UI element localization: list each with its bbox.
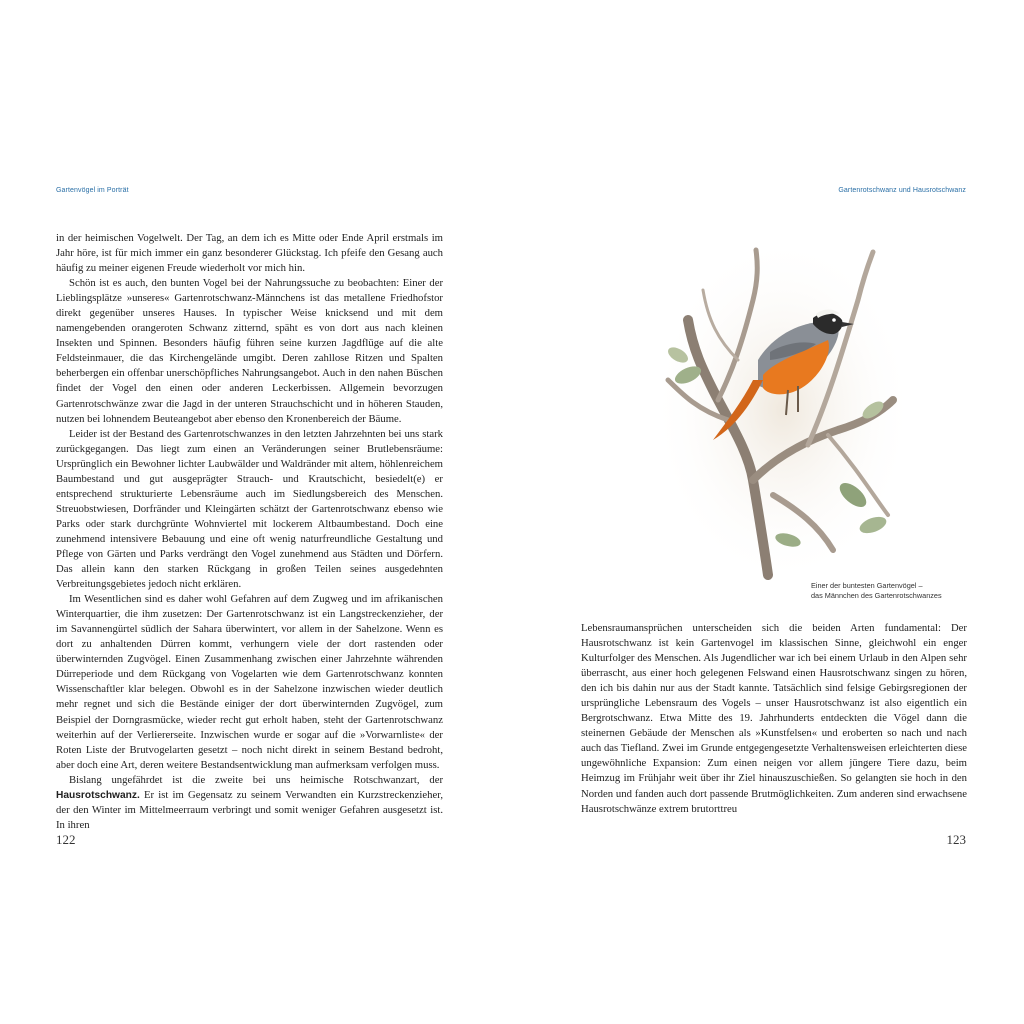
page-number-left: 122 xyxy=(56,832,76,847)
paragraph-text: Er ist im Gegensatz zu seinem Verwandten ein Kurzstreckenzieher, der den Winter im Mittelmeerraum verbringt und somit weniger Gefahren ausgesetzt ist. In ihren xyxy=(56,788,443,831)
paragraph: Lebensraumansprüchen unterscheiden sich die beiden Arten fundamental: Der Hausrotschwanz ist kein Gartenvogel im klassischen Sinne, gleichwohl ein enger Kulturfolger des Menschen. Als Jugendlicher war ich bei einem Urlaub in den Alpen sehr überrascht, aus einer hoch gelegenen Felswand einen Hausrotschwanz singen zu hören, den ich bis dahin nur aus der Stadt kannte. Tatsächlich sind felsige Gebirgsregionen der ursprüngliche Lebensraum des Vogels – unser Hausrotschwanz ist also eigentlich ein Bergrotschwanz. Etwa Mitte des 19. Jahrhunderts entdeckten die Vögel dann die steinernen Gebäude der Menschen als »Kunstfelsen« und eroberten so nach und nach auch das Tiefland. Zwei im Grunde entgegengesetzte Verhaltensweisen erleichterten diese ungewöhnliche Expansion: Zum einen neigen vor allem jüngere Tiere dazu, beim Heimzug im Frühjahr weit über ihr Ziel hinauszuschießen. So gelangten sie hoch in den Norden und fanden auch dort passende Brutmöglichkeiten. Zum anderen sind erwachsene Hausrotschwänze extrem brutorttreu xyxy=(581,622,967,815)
left-body-text xyxy=(56,231,443,833)
running-header-right: Gartenrotschwanz und Hausrotschwanz xyxy=(838,187,966,194)
caption-line: Einer der buntesten Gartenvögel – xyxy=(811,581,923,590)
right-page xyxy=(512,0,1024,1024)
right-body-text xyxy=(581,621,967,817)
running-header-left: Gartenvögel im Porträt xyxy=(56,187,129,194)
paragraph-text: Bislang ungefährdet ist die zweite bei uns heimische Rotschwanzart, der xyxy=(69,773,443,786)
paragraph: Im Wesentlichen sind es daher wohl Gefahren auf dem Zugweg und im afrikanischen Winterquartier, die ihm zusetzen: Der Gartenrotschwanz ist ein Langstreckenzieher, der im Savannengürtel südlich der Sahara überwintert, vor allem in der Sahelzone. Wenn es dort zu anhaltenden Dürren kommt, verhungern viele der dort rastenden oder überwinternden Zugvögel. Einen Zusammenhang zwischen einer Jahrzehnte währenden Dürreperiode und dem Rückgang von Vogelarten wie dem Gartenrotschwanz konnten Wissenschaftler klar belegen. Obwohl es in der Sahelzone inzwischen wieder deutlich mehr regnet und sich die Bestände einiger der dort überwinternden Zugvögel, zum Beispiel der Dorngrasmücke, wieder recht gut erholt haben, steht der Gartenrotschwanz weiterhin auf der Verliererseite. Inzwischen wurde er sogar auf die »Vorwarnliste« der Roten Liste der Brutvogelarten gesetzt – noch nicht direkt in seinem Bestand bedroht, aber doch eine Art, deren weitere Bestandsentwicklung man aufmerksam verfolgen muss. xyxy=(56,593,443,771)
paragraph: Schön ist es auch, den bunten Vogel bei der Nahrungssuche zu beobachten: Einer der Lieblingsplätze »unseres« Gartenrotschwanz-Männchens ist das metallene Friedhofstor direkt gegenüber unseres Hauses. In typischer Weise knicksend und mit dem namengebenden orangeroten Schwanz zitternd, späht es von dort aus nach kleinen Insekten und Spinnen. Besonders häufig führen seine kurzen Jagdflüge auf die alte Feldsteinmauer, die das Kirchengelände umgibt. Deren zahllose Ritzen und Spalten beherbergen ein offenbar unerschöpfliches Nahrungsangebot. Auch in den nahen Büschen findet der Vogel den einen oder anderen Leckerbissen. Allgemein bevorzugen Gartenrotschwänze zwar die Jagd in der unteren Strauchschicht und in höheren Stauden, nutzen bei lohnendem Beuteangebot aber ebenso den Kronenbereich der Bäume. xyxy=(56,277,443,425)
paragraph: in der heimischen Vogelwelt. Der Tag, an dem ich es Mitte oder Ende April erstmals im Jahr höre, ist für mich immer ein ganz besonderer Glückstag. Ich pfeife den Gesang auch häufig zu meiner eigenen Freude wiederholt vor mich hin. xyxy=(56,232,443,275)
redstart-illustration xyxy=(658,240,908,580)
figure-caption xyxy=(811,581,942,601)
caption-line: das Männchen des Gartenrotschwanzes xyxy=(811,591,942,600)
page-number-right: 123 xyxy=(946,832,966,847)
paragraph xyxy=(56,773,443,833)
bold-term: Hausrotschwanz. xyxy=(56,789,140,801)
paragraph: Leider ist der Bestand des Gartenrotschwanzes in den letzten Jahrzehnten bei uns stark zurückgegangen. Das liegt zum einen an Veränderungen seiner Brutlebensräume: Ursprünglich ein Bewohner lichter Laubwälder und Waldränder mit altem, höhlenreichem Baumbestand und gut ausgeprägter Strauch- und Krautschicht, besiedelt(e) er entsprechend strukturierte Lebensräume auch im Siedlungsbereich des Menschen. Streuobstwiesen, Dorfränder und Kleingärten schätzt der Gartenrotschwanz ebenso wie Parks oder stark durchgrünte Wohnviertel mit lockerem Altbaumbestand. Doch eine zunehmend intensivere Bebauung und eine oft wenig naturfreundliche Gestaltung und Pflege von Gärten und Parks verdrängt den Vogel zunehmend aus Städten und Dörfern. Das allein kann den starken Rückgang in großen Teilen seines ausgedehnten Verbreitungsgebietes jedoch nicht erklären. xyxy=(56,427,443,591)
